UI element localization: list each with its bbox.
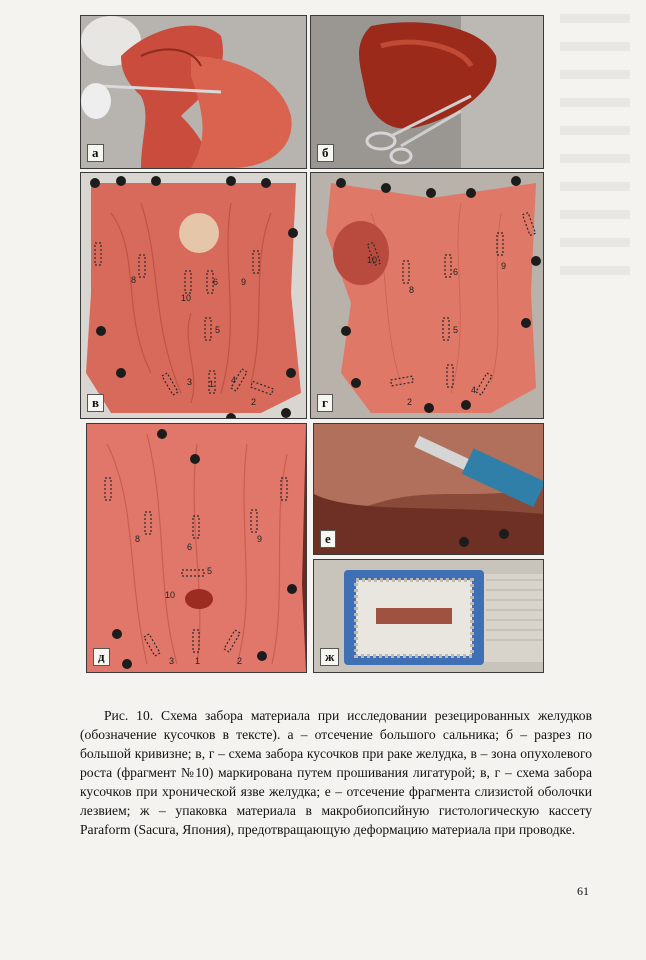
photo-greater-curvature-incision <box>311 16 543 168</box>
photo-panel-v <box>81 173 306 418</box>
marker-g-6: 6 <box>453 267 459 277</box>
marker-g-2: 2 <box>407 397 413 407</box>
photo-panel-g <box>311 173 543 418</box>
marker-d-2: 2 <box>237 656 243 666</box>
photo-panel-e <box>314 424 543 554</box>
figure-caption: Рис. 10. Схема забора материала при исследовании резецированных желудков (обозначение кусочков в тексте). а – отсечение большого сальника; б – разрез по большой кривизне; в, г – схема забора кусочков при раке желудка, в – зона опухолевого роста (фрагмент №10) маркирована путем прошивания лигатурой; в, г – схема забора кусочков при хронической язве желудка; е – отсечение фрагмента слизистой оболочки лезвием; ж – упаковка материала в макробиопсийную гистологическую кассету Paraform (Sacura, Япония), предотвращающую деформацию материала при проводке. <box>80 708 592 837</box>
marker-d-9: 9 <box>257 534 263 544</box>
marker-d-1: 1 <box>195 656 201 666</box>
marker-g-9: 9 <box>501 261 507 271</box>
photo-sampling-scheme-d <box>87 424 306 672</box>
marker-v-4: 4 <box>231 375 237 385</box>
panel-label-zh: ж <box>320 648 339 666</box>
photo-panel-d <box>87 424 306 672</box>
photo-histology-cassette <box>314 560 543 672</box>
photo-panel-zh <box>314 560 543 672</box>
marker-g-5: 5 <box>453 325 459 335</box>
marker-v-3: 3 <box>187 377 193 387</box>
panel-label-g: г <box>317 394 333 412</box>
panel-label-d: д <box>93 648 110 666</box>
marker-v-1: 1 <box>209 379 215 389</box>
marker-d-8: 8 <box>135 534 141 544</box>
marker-d-10: 10 <box>165 590 176 600</box>
marker-d-3: 3 <box>169 656 175 666</box>
panel-label-b: б <box>317 144 334 162</box>
marker-d-5: 5 <box>207 566 213 576</box>
marker-v-5: 5 <box>215 325 221 335</box>
panel-label-v: в <box>87 394 104 412</box>
marker-v-10: 10 <box>181 293 192 303</box>
photo-mucosa-cutting <box>314 424 543 554</box>
photo-ulcer-sampling-scheme <box>311 173 543 418</box>
panel-label-a: а <box>87 144 104 162</box>
marker-g-4: 4 <box>471 385 477 395</box>
marker-v-6: 6 <box>213 277 219 287</box>
panel-label-e: е <box>320 530 336 548</box>
marker-v-2: 2 <box>251 397 257 407</box>
photo-cancer-sampling-scheme <box>81 173 306 418</box>
marker-d-6: 6 <box>187 542 193 552</box>
page-number: 61 <box>577 884 589 898</box>
marker-v-8: 8 <box>131 275 137 285</box>
photo-panel-a <box>81 16 306 168</box>
bleed-through-shadow <box>560 14 630 294</box>
photo-omentum-cutting <box>81 16 306 168</box>
marker-v-9: 9 <box>241 277 247 287</box>
marker-g-8: 8 <box>409 285 415 295</box>
marker-g-10: 10 <box>367 255 378 265</box>
photo-panel-b <box>311 16 543 168</box>
